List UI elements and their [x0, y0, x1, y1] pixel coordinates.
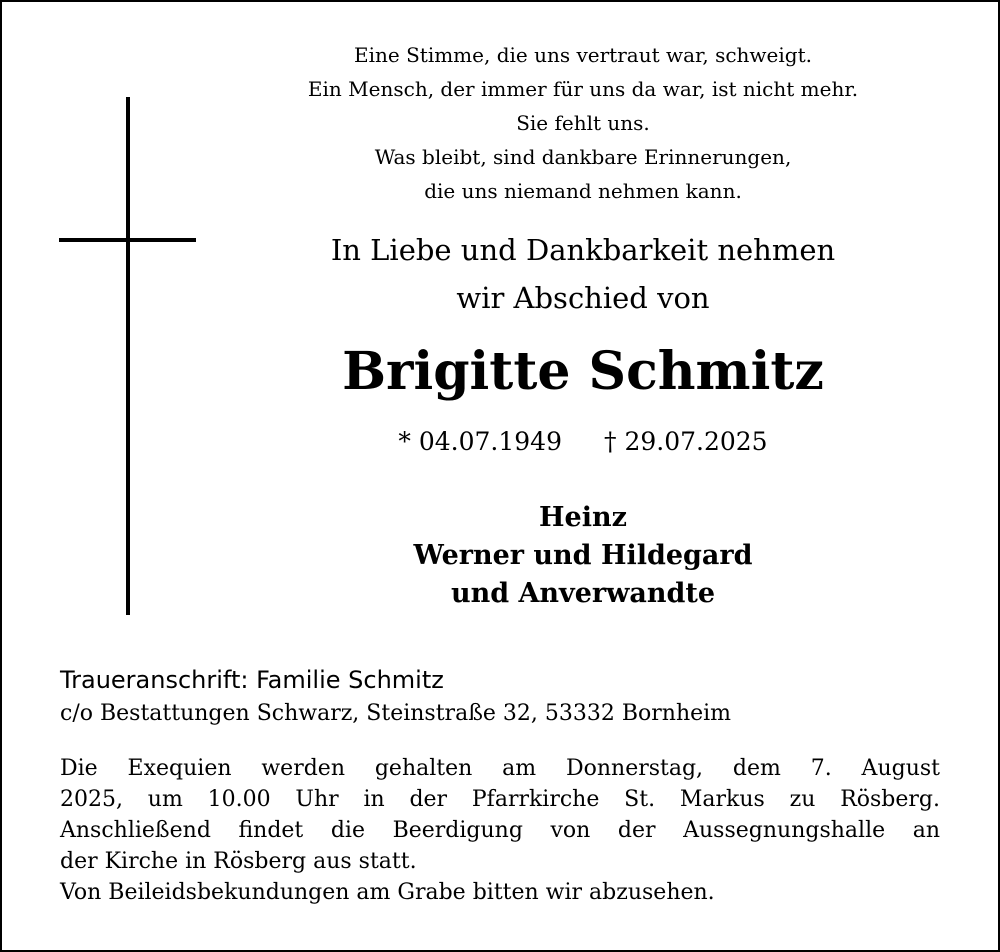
poem-line: Ein Mensch, der immer für uns da war, ist nicht mehr. — [307, 77, 859, 101]
address-line: c/o Bestattungen Schwarz, Steinstraße 32, 53332 Bornheim — [60, 701, 732, 726]
poem-line: Was bleibt, sind dankbare Erinnerungen, — [374, 145, 792, 169]
farewell-intro — [212, 226, 954, 322]
death-date: † 29.07.2025 — [604, 427, 768, 456]
notice-line: Die Exequien werden gehalten am Donnerstag, dem 7. August — [60, 756, 940, 781]
poem-line: die uns niemand nehmen kann. — [424, 179, 742, 203]
notice-line: der Kirche in Rösberg aus statt. — [60, 849, 417, 874]
cross-vertical-bar — [126, 97, 130, 615]
mourners — [212, 499, 954, 613]
poem — [212, 38, 954, 208]
mourning-address — [60, 663, 940, 731]
intro-line: In Liebe und Dankbarkeit nehmen — [330, 233, 836, 267]
mourner-line: Werner und Hildegard — [413, 540, 753, 571]
birth-date: * 04.07.1949 — [398, 427, 562, 456]
poem-line: Sie fehlt uns. — [516, 111, 650, 135]
poem-line: Eine Stimme, die uns vertraut war, schweigt. — [354, 43, 812, 67]
intro-line: wir Abschied von — [456, 281, 710, 315]
cross-horizontal-bar — [59, 238, 196, 242]
mourner-line: Heinz — [539, 502, 627, 533]
address-line: Traueranschrift: Familie Schmitz — [60, 666, 444, 694]
deceased-name: Brigitte Schmitz — [342, 341, 824, 402]
notice-line: Anschließend findet die Beerdigung von der Aussegnungshalle an — [60, 818, 940, 843]
mourner-line: und Anverwandte — [450, 578, 716, 609]
life-dates — [212, 422, 954, 462]
notice-line: Von Beileidsbekundungen am Grabe bitten wir abzusehen. — [60, 880, 715, 905]
notice-line: 2025, um 10.00 Uhr in der Pfarrkirche St. Markus zu Rösberg. — [60, 787, 940, 812]
funeral-notice — [60, 753, 940, 908]
